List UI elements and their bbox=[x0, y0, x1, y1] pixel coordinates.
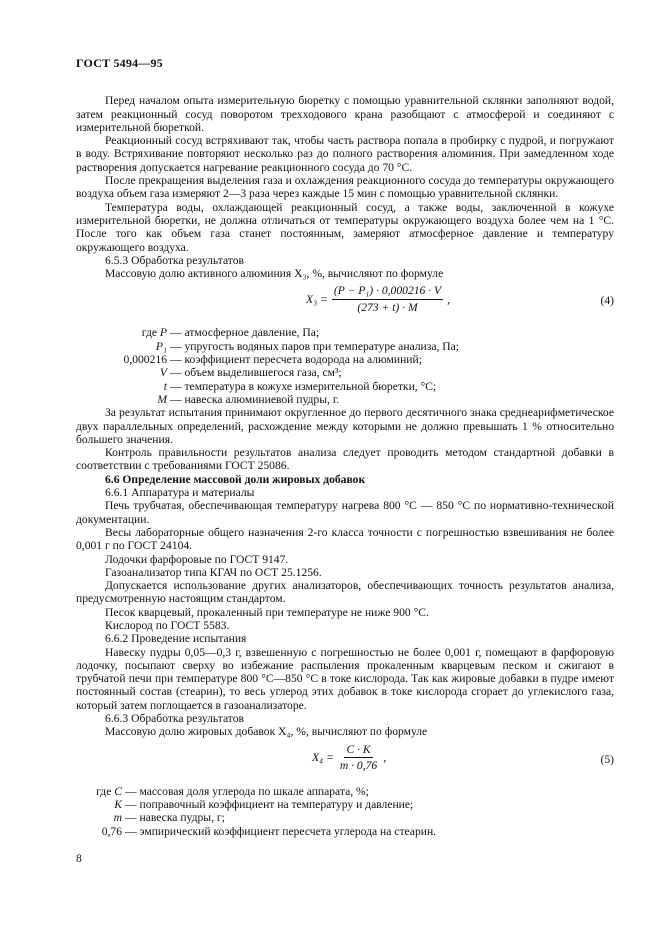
definition-row bbox=[76, 340, 614, 353]
definition-text: — навеска пудры, г; bbox=[125, 811, 225, 825]
paragraph: Печь трубчатая, обеспечивающая температуру нагрева 800 °С — 850 °С по нормативно-технической документации. bbox=[76, 499, 614, 526]
definition-row bbox=[76, 366, 614, 379]
definition-symbol: 0,000216 bbox=[123, 353, 167, 367]
definition-row bbox=[76, 798, 614, 811]
section-heading-6-5-3: 6.5.3 Обработка результатов bbox=[105, 253, 244, 267]
paragraph: За результат испытания принимают округленное до первого десятичного знака среднеарифметическое двух параллельных определений, расхождение между которыми не должно превышать 1 % относительно большего значения. bbox=[76, 406, 614, 446]
definition-text: — навеска алюминиевой пудры, г. bbox=[170, 392, 340, 406]
paragraph: После прекращения выделения газа и охлаждения реакционного сосуда до температуры окружающего воздуха объем газа измеряют 2—3 раза через каждые 15 мин с помощью уравнительной склянки. bbox=[76, 174, 614, 201]
formula-4-definitions bbox=[76, 326, 614, 406]
formula-number: (4) bbox=[600, 294, 614, 308]
formula-number: (5) bbox=[600, 752, 614, 766]
formula-4 bbox=[76, 282, 614, 322]
paragraph: Допускается использование других анализаторов, обеспечивающих точность результатов анализа, предусмотренную настоящим стандартом. bbox=[76, 579, 614, 606]
definition-row bbox=[76, 811, 614, 824]
document-page bbox=[76, 57, 614, 838]
definition-text: — эмпирический коэффициент пересчета углерода на стеарин. bbox=[125, 824, 437, 838]
paragraph: Контроль правильности результатов анализа следует проводить методом стандартной добавки в соответствии с требованиями ГОСТ 25086. bbox=[76, 446, 614, 473]
definition-text: — упругость водяных паров при температуре анализа, Па; bbox=[170, 339, 460, 353]
definition-row bbox=[76, 825, 614, 838]
paragraph: Реакционный сосуд встряхивают так, чтобы часть раствора попала в пробирку с пудрой, и погружают в воду. Встряхивание повторяют несколько раз до полного растворения алюминия. При замедленном ходе растворения допускается нагревание реакционного сосуда до 70 °С. bbox=[76, 134, 614, 174]
definition-symbol: m bbox=[113, 811, 122, 825]
formula-5 bbox=[76, 741, 614, 781]
section-heading-6-6: 6.6 Определение массовой доли жировых добавок bbox=[105, 472, 366, 486]
paragraph: Лодочки фарфоровые по ГОСТ 9147. bbox=[105, 552, 289, 566]
definition-text: — массовая доля углерода по шкале аппарата, %; bbox=[125, 784, 369, 798]
paragraph: Весы лабораторные общего назначения 2-го класса точности с погрешностью взвешивания не более 0,001 г по ГОСТ 24104. bbox=[76, 525, 614, 553]
definition-text: — объем выделившегося газа, см³; bbox=[170, 366, 342, 380]
page-number: 8 bbox=[76, 853, 82, 865]
formula-denominator: m · 0,76 bbox=[339, 758, 378, 772]
formula-5-definitions bbox=[76, 785, 614, 838]
formula-lhs: X₄ = bbox=[312, 750, 334, 764]
definition-symbol: где C bbox=[96, 784, 122, 798]
definition-row bbox=[76, 393, 614, 406]
paragraph: Массовую долю жировых добавок X₄, %, вычисляют по формуле bbox=[105, 725, 428, 739]
definition-symbol: M bbox=[157, 392, 167, 406]
definition-text: — поправочный коэффициент на температуру и давление; bbox=[125, 797, 414, 811]
formula-tail: , bbox=[383, 750, 387, 764]
definition-symbol: P₁ bbox=[155, 339, 167, 353]
formula-tail: , bbox=[447, 292, 451, 306]
paragraph: Песок кварцевый, прокаленный при температуре не ниже 900 °С. bbox=[105, 605, 429, 619]
formula-lhs: X₃ = bbox=[306, 292, 328, 306]
formula-numerator: (P − P₁) · 0,000216 · V bbox=[332, 284, 443, 299]
section-heading-6-6-1: 6.6.1 Аппаратура и материалы bbox=[105, 486, 255, 500]
definition-symbol: V bbox=[159, 366, 167, 380]
paragraph: Температура воды, охлаждающей реакционный сосуд, а также воды, заключенной в кожухе измерительной бюретки, не должна отличаться от температуры окружающего воздуха более чем на 1 °С. После того как объем газа станет постоянным, замеряют атмосферное давление и температуру окружающего воздуха. bbox=[76, 200, 614, 254]
paragraph: Навеску пудры 0,05—0,3 г, взвешенную с погрешностью не более 0,001 г, помещают в фарфоровую лодочку, посыпают сверху во избежание распыления прокаленным кварцевым песком и сжигают в трубчатой печи при температуре 800 °С—850 °С в токе кислорода. Так как жировые добавки в пудре имеют постоянный состав (стеарин), то весь углерод этих добавок в токе кислорода сгорает до углекислого газа, который затем поглощается в газоанализаторе. bbox=[76, 645, 614, 712]
definition-symbol: где P bbox=[141, 326, 167, 340]
paragraph: Кислород по ГОСТ 5583. bbox=[105, 618, 230, 632]
formula-fraction bbox=[338, 743, 379, 773]
definition-symbol: t bbox=[163, 379, 167, 393]
paragraph: Массовую долю активного алюминия X₃, %, вычисляют по формуле bbox=[105, 267, 444, 281]
definition-row bbox=[76, 380, 614, 393]
document-header: ГОСТ 5494—95 bbox=[76, 56, 163, 70]
definition-row bbox=[76, 785, 614, 798]
formula-fraction bbox=[332, 284, 443, 314]
definition-row bbox=[76, 353, 614, 366]
definition-symbol: 0,76 bbox=[101, 824, 122, 838]
definition-text: — атмосферное давление, Па; bbox=[170, 326, 320, 340]
section-heading-6-6-2: 6.6.2 Проведение испытания bbox=[105, 632, 247, 646]
definition-text: — температура в кожухе измерительной бюретки, °С; bbox=[170, 379, 437, 393]
formula-denominator: (273 + t) · M bbox=[357, 300, 418, 314]
definition-row bbox=[76, 326, 614, 339]
formula-numerator: C · K bbox=[344, 743, 372, 758]
definition-text: — коэффициент пересчета водорода на алюминий; bbox=[170, 353, 422, 367]
section-heading-6-6-3: 6.6.3 Обработка результатов bbox=[105, 712, 244, 726]
paragraph: Газоанализатор типа КГАЧ по ОСТ 25.1256. bbox=[105, 565, 322, 579]
paragraph: Перед началом опыта измерительную бюретку с помощью уравнительной склянки заполняют водой, затем реакционный сосуд поворотом трехходового крана разобщают с атмосферой и соединяют с измерительной бюреткой. bbox=[76, 94, 614, 134]
definition-symbol: K bbox=[114, 797, 122, 811]
